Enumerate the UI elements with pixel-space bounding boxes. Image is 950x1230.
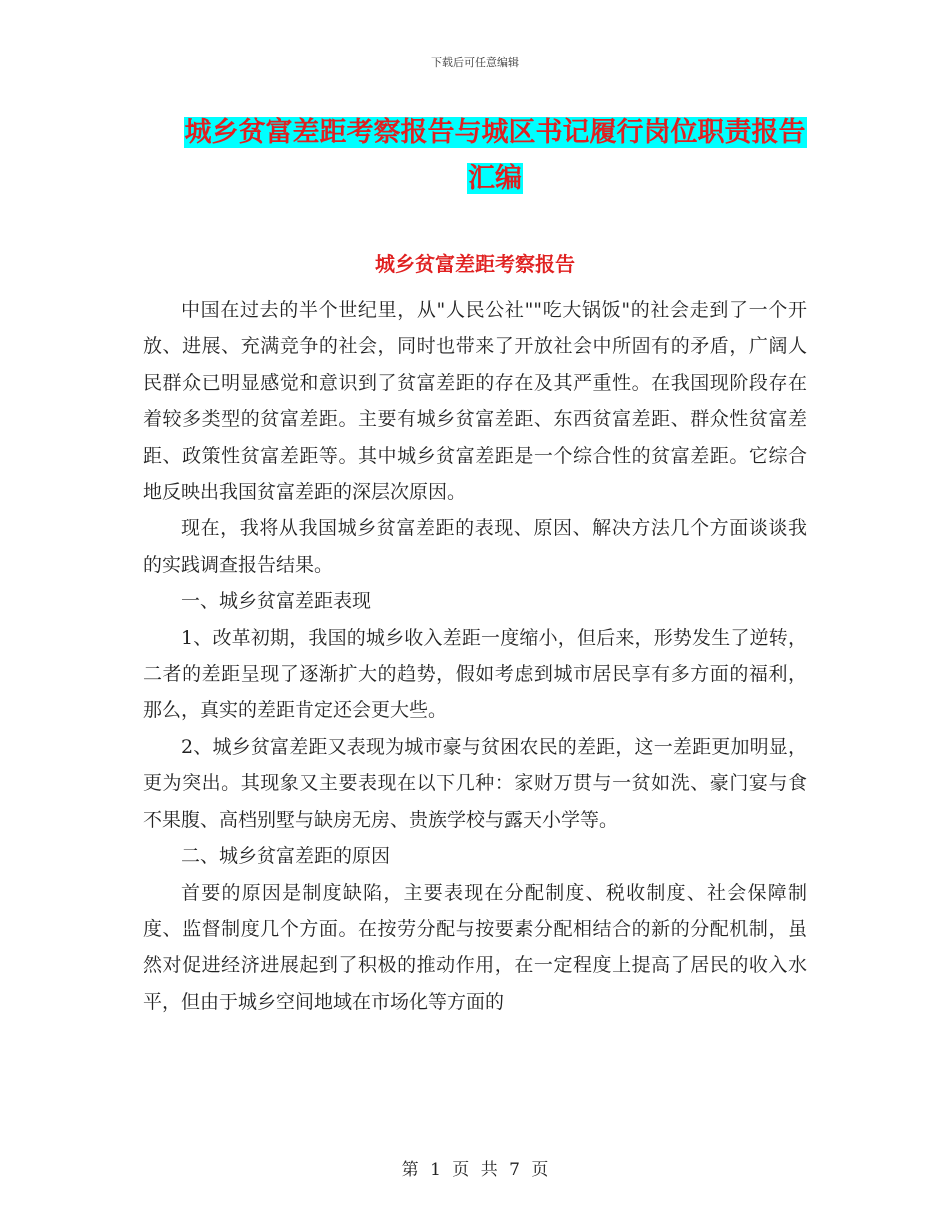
document-title	[150, 110, 840, 202]
paragraph-causes: 首要的原因是制度缺陷，主要表现在分配制度、税收制度、社会保障制度、监督制度几个方面。在按劳分配与按要素分配相结合的新的分配机制，虽然对促进经济进展起到了积极的推动作用，在一定程度上提高了居民的收入水平，但由于城乡空间地域在市场化等方面的	[143, 881, 807, 1013]
paragraph-purpose: 现在，我将从我国城乡贫富差距的表现、原因、解决方法几个方面谈谈我的实践调查报告结果。	[143, 517, 807, 576]
heading-causes: 二、城乡贫富差距的原因	[181, 845, 391, 868]
document-title-line1: 城乡贫富差距考察报告与城区书记履行岗位职责报告	[184, 117, 806, 148]
header-note: 下载后可任意编辑	[431, 56, 519, 69]
document-title-line2: 汇编	[468, 163, 522, 194]
paragraph-point-2: 2、城乡贫富差距又表现为城市豪与贫困农民的差距，这一差距更加明显，更为突出。其现象又主要表现在以下几种：家财万贯与一贫如洗、豪门宴与食不果腹、高档别墅与缺房无房、贵族学校与露天小学等。	[143, 735, 807, 831]
section-title: 城乡贫富差距考察报告	[375, 252, 575, 276]
page-number: 第 1 页 共 7 页	[401, 1160, 549, 1180]
paragraph-point-1: 1、改革初期，我国的城乡收入差距一度缩小，但后来，形势发生了逆转，二者的差距呈现了逐渐扩大的趋势，假如考虑到城市居民享有多方面的福利，那么，真实的差距肯定还会更大些。	[143, 626, 807, 722]
heading-manifestations: 一、城乡贫富差距表现	[181, 590, 372, 613]
document-body	[143, 292, 807, 1020]
paragraph-intro: 中国在过去的半个世纪里，从"人民公社""吃大锅饭"的社会走到了一个开放、进展、充满竞争的社会，同时也带来了开放社会中所固有的矛盾，广阔人民群众已明显感觉和意识到了贫富差距的存在及其严重性。在我国现阶段存在着较多类型的贫富差距。主要有城乡贫富差距、东西贫富差距、群众性贫富差距、政策性贫富差距等。其中城乡贫富差距是一个综合性的贫富差距。它综合地反映出我国贫富差距的深层次原因。	[143, 299, 807, 504]
